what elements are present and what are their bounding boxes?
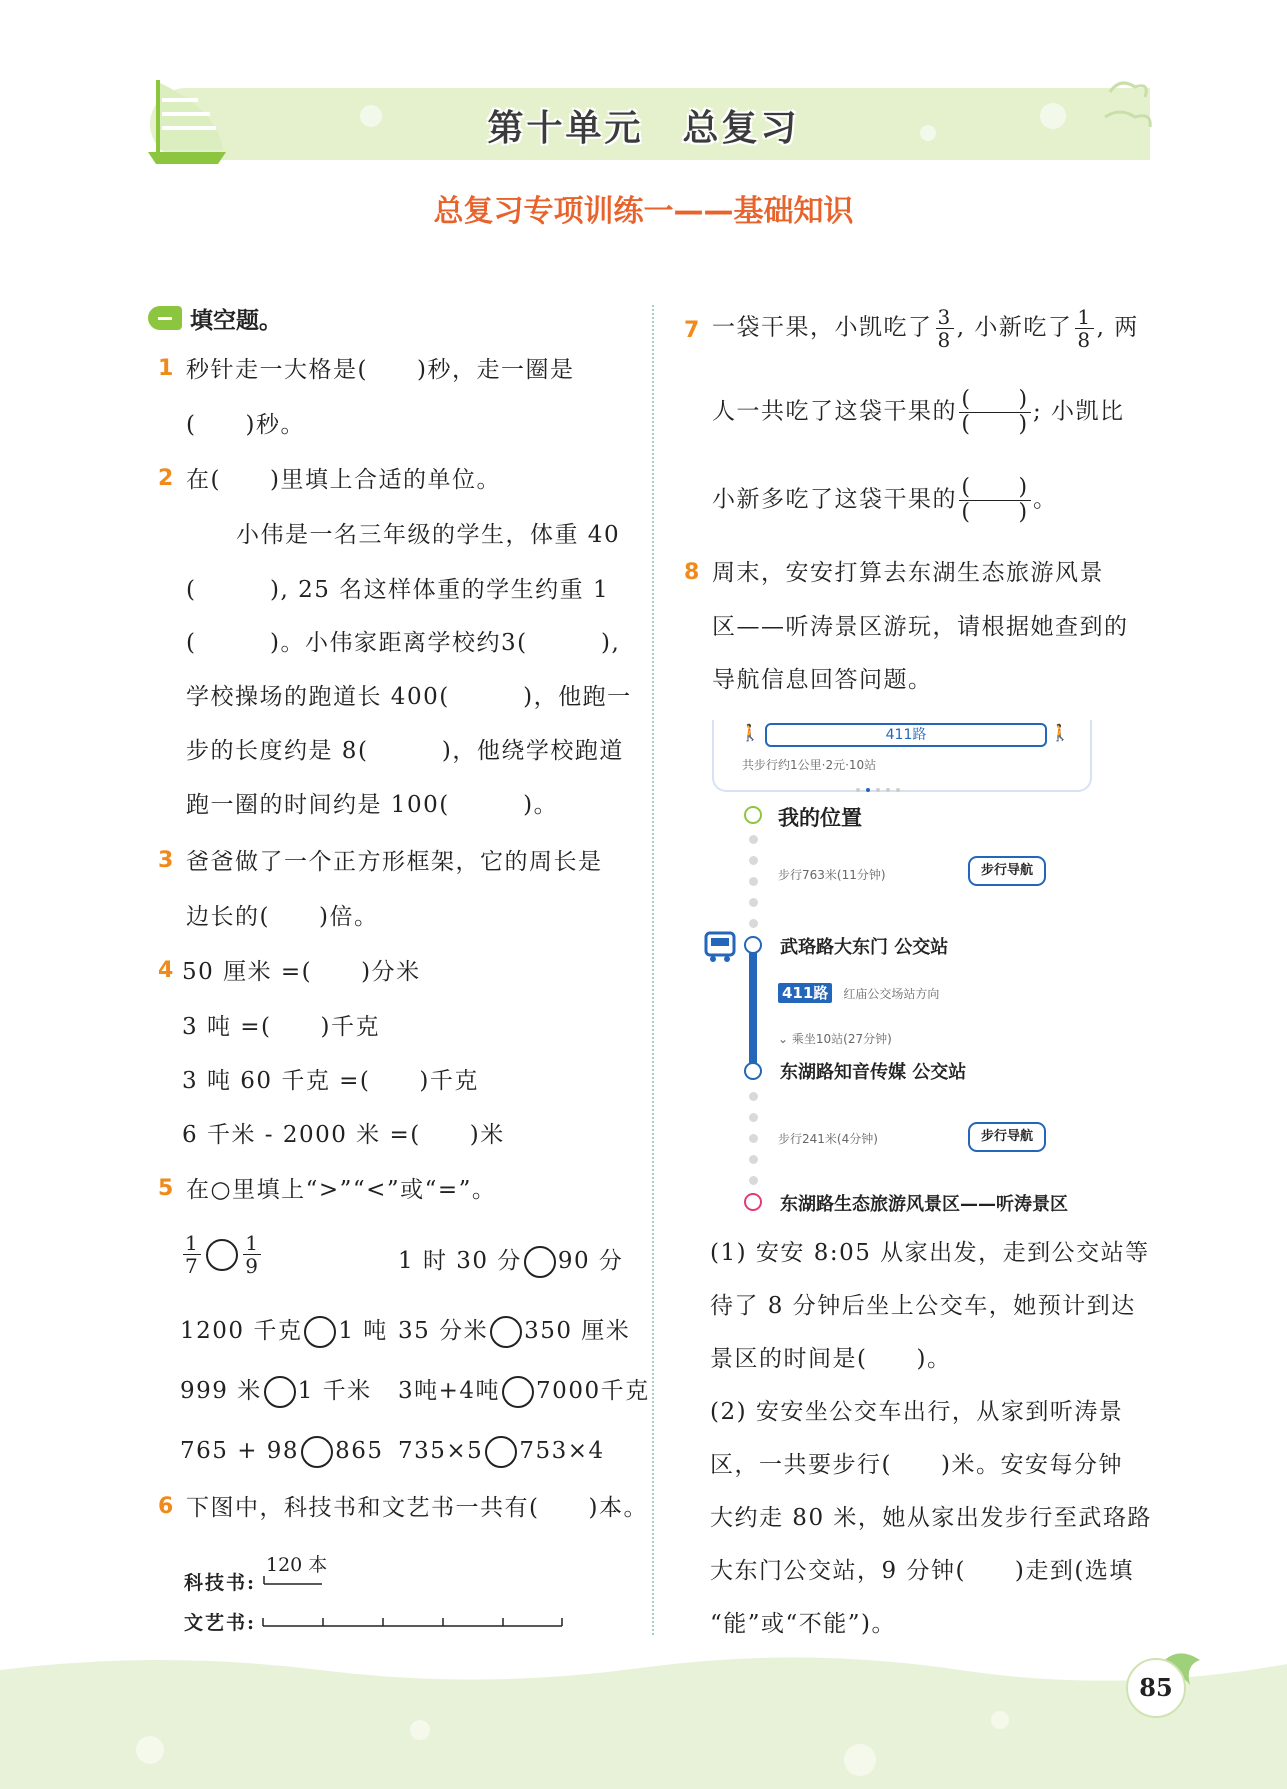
- compare-item: 735×5 753×4: [398, 1436, 605, 1468]
- question-text: 下图中，科技书和文艺书一共有( )本。: [186, 1495, 648, 1521]
- walk-nav-button[interactable]: 步行导航: [968, 1122, 1046, 1152]
- question-number: 4: [158, 958, 174, 983]
- sub-question-text: 待了 8 分钟后坐上公交车，她预计到达: [710, 1293, 1136, 1319]
- bus-route-line: [749, 950, 757, 1072]
- walk-info: 步行241米(4分钟): [778, 1132, 878, 1146]
- fraction: $\frac{1}{9}$: [245, 1231, 260, 1278]
- walk-dot: [749, 898, 758, 907]
- walk-dot: [749, 1155, 758, 1164]
- walk-icon: 🚶: [740, 723, 760, 742]
- question-number: 8: [684, 560, 700, 585]
- compare-circle[interactable]: [206, 1239, 238, 1271]
- footer-wave: [0, 1640, 1287, 1789]
- bus-stop-node: [744, 936, 762, 954]
- page-number: 85: [1126, 1658, 1186, 1718]
- unit-title: 第十单元 总复习: [487, 108, 800, 149]
- compare-item: 999 米 1 千米: [180, 1376, 372, 1408]
- sub-question-text: 景区的时间是( )。: [710, 1346, 952, 1372]
- walk-dot: [749, 835, 758, 844]
- compare-circle[interactable]: [264, 1376, 296, 1408]
- start-label: 我的位置: [778, 806, 862, 830]
- start-node: [744, 806, 762, 824]
- compare-item: 3吨+4吨 7000千克: [398, 1376, 650, 1408]
- fraction: $\frac{1}{8}$: [1077, 305, 1092, 352]
- bus-direction: 红庙公交场站方向: [843, 987, 940, 1001]
- sub-question-text: “能”或“不能”)。: [710, 1611, 897, 1637]
- destination-node: [744, 1193, 762, 1211]
- question-text: 小伟是一名三年级的学生，体重 40: [236, 522, 621, 548]
- blank-fraction[interactable]: ( ) ( ): [959, 388, 1031, 437]
- walk-dot: [749, 1134, 758, 1143]
- question-text: 学校操场的跑道长 400( )，他跑一: [186, 684, 632, 710]
- question-number: 5: [158, 1176, 174, 1201]
- question-number: 7: [684, 318, 700, 343]
- question-text: 区——听涛景区游玩，请根据她查到的: [712, 614, 1129, 640]
- question-text: ( ), 25 名这样体重的学生约重 1: [186, 577, 610, 603]
- walk-dot: [749, 877, 758, 886]
- section-label: 填空题。: [190, 308, 282, 334]
- page-subtitle: 总复习专项训练一——基础知识: [433, 194, 854, 229]
- question-text: 小新多吃了这袋干果的 ( ) ( ) 。: [712, 475, 1058, 525]
- section-badge: [148, 306, 182, 330]
- walk-dot: [749, 919, 758, 928]
- bus-icon: [703, 930, 737, 964]
- compare-item: 765 + 98 865: [180, 1436, 383, 1468]
- question-text: 人一共吃了这袋干果的 ( ) ( ) ; 小凯比: [712, 387, 1125, 437]
- science-bar: [262, 1572, 322, 1586]
- question-text: 在( )里填上合适的单位。: [186, 467, 501, 493]
- bus-stop-node: [744, 1062, 762, 1080]
- sub-question-text: 区，一共要步行( )米。安安每分钟: [710, 1452, 1123, 1478]
- question-text: 一袋干果，小凯吃了 $\frac{3}{8}$ , 小新吃了 $\frac{1}{8}$ , 两: [712, 305, 1139, 352]
- bus-line-info: [778, 982, 939, 1003]
- compare-circle[interactable]: [490, 1316, 522, 1348]
- question-text: 周末，安安打算去东湖生态旅游风景: [712, 560, 1104, 586]
- question-text: 跑一圈的时间约是 100( )。: [186, 792, 559, 818]
- question-text: 3 吨 =( )千克: [182, 1014, 380, 1040]
- sub-question-text: 大约走 80 米，她从家出发步行至武珞路: [710, 1505, 1152, 1531]
- walk-icon: 🚶: [1050, 723, 1070, 742]
- bar-value-label: 120 本: [266, 1554, 328, 1576]
- question-text: 秒针走一大格是( )秒，走一圈是: [186, 357, 575, 383]
- fraction: $\frac{1}{7}$: [185, 1231, 200, 1278]
- walk-dot: [749, 1176, 758, 1185]
- question-text: 步的长度约是 8( )，他绕学校跑道: [186, 738, 624, 764]
- question-text: 在○里填上“>”“<”或“=”。: [186, 1177, 497, 1203]
- question-number: 2: [158, 466, 174, 491]
- question-text: 爸爸做了一个正方形框架，它的周长是: [186, 849, 603, 875]
- compare-circle[interactable]: [524, 1246, 556, 1278]
- bar-label-science: 科技书:: [184, 1572, 257, 1594]
- walk-dot: [749, 856, 758, 865]
- question-text: 边长的( )倍。: [186, 904, 379, 930]
- bar-label-literature: 文艺书:: [184, 1612, 257, 1634]
- destination-label: 东湖路生态旅游风景区——听涛景区: [780, 1194, 1068, 1215]
- ride-info[interactable]: ⌄ 乘坐10站(27分钟): [778, 1032, 892, 1046]
- compare-item: [180, 1232, 264, 1277]
- compare-circle[interactable]: [502, 1376, 534, 1408]
- walk-info: 步行763米(11分钟): [778, 868, 886, 882]
- walk-dot: [749, 1113, 758, 1122]
- sub-question-text: (1) 安安 8:05 从家出发，走到公交站等: [710, 1240, 1150, 1266]
- compare-circle[interactable]: [304, 1316, 336, 1348]
- question-text: 导航信息回答问题。: [712, 667, 933, 693]
- blank-fraction[interactable]: ( ) ( ): [959, 476, 1031, 525]
- question-text: 3 吨 60 千克 =( )千克: [182, 1068, 479, 1094]
- column-divider: [652, 305, 654, 1635]
- question-text: 50 厘米 =( )分米: [182, 959, 421, 985]
- compare-item: 35 分米 350 厘米: [398, 1316, 630, 1348]
- stop-name: 东湖路知音传媒 公交站: [780, 1062, 967, 1083]
- stop-name: 武珞路大东门 公交站: [780, 937, 949, 958]
- literature-bar: [262, 1612, 564, 1628]
- route-summary: 共步行约1公里·2元·10站: [742, 758, 877, 772]
- question-text: ( )。小伟家距离学校约3( ),: [186, 630, 621, 656]
- compare-item: 1 时 30 分 90 分: [398, 1246, 623, 1278]
- compare-item: 1200 千克 1 吨: [180, 1316, 388, 1348]
- question-number: 3: [158, 848, 174, 873]
- bus-badge: 411路: [778, 983, 832, 1003]
- sub-question-text: (2) 安安坐公交车出行，从家到听涛景: [710, 1399, 1124, 1425]
- question-number: 1: [158, 356, 174, 381]
- chevron-down-icon: ⌄: [778, 1032, 789, 1046]
- walk-nav-button[interactable]: 步行导航: [968, 856, 1046, 886]
- route-pill[interactable]: 411路: [765, 723, 1047, 747]
- compare-circle[interactable]: [301, 1436, 333, 1468]
- question-number: 6: [158, 1494, 174, 1519]
- compare-circle[interactable]: [485, 1436, 517, 1468]
- question-text: ( )秒。: [186, 412, 305, 438]
- fraction: $\frac{3}{8}$: [937, 305, 952, 352]
- question-text: 6 千米 - 2000 米 =( )米: [182, 1122, 505, 1148]
- sub-question-text: 大东门公交站，9 分钟( )走到(选填: [710, 1558, 1134, 1584]
- page-indicator: [855, 778, 905, 784]
- walk-dot: [749, 1092, 758, 1101]
